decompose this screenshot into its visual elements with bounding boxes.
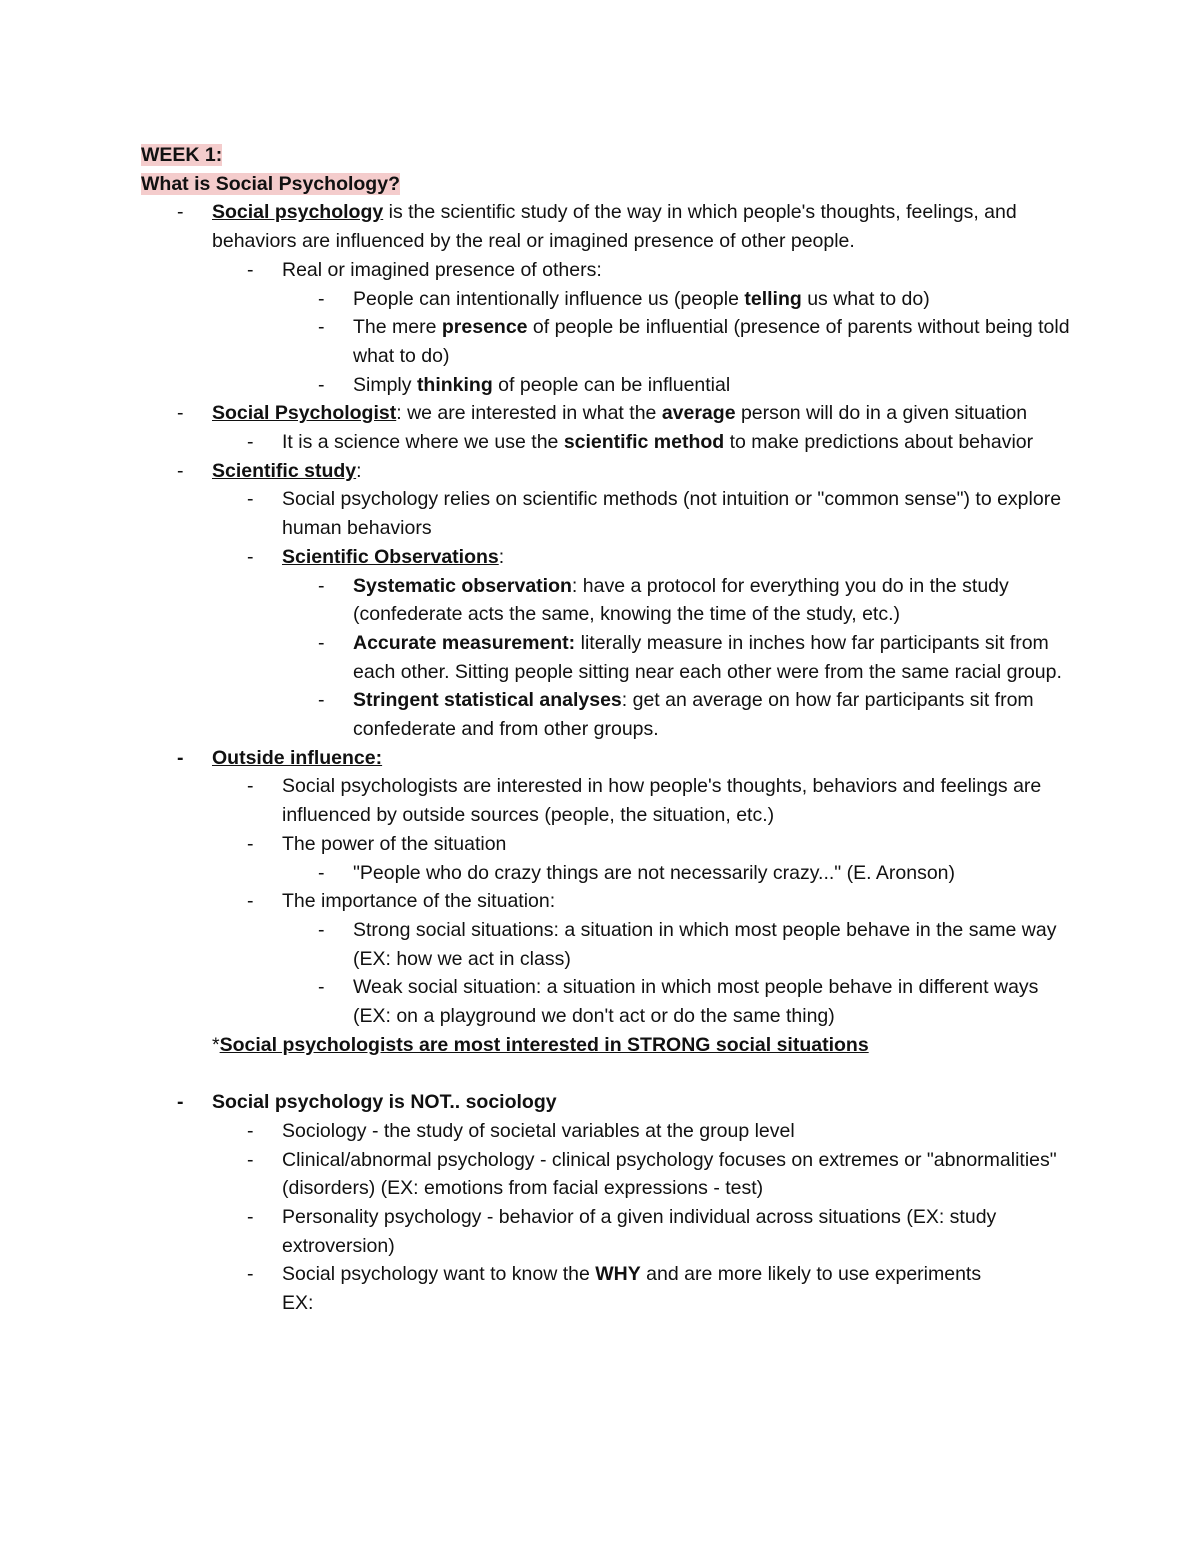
bullet-list	[141, 198, 1081, 1317]
item-text: of people be influential (presence of parents without being told what to do)	[353, 316, 1070, 367]
list-item	[247, 428, 1081, 457]
bullet-dash: -	[247, 775, 254, 798]
underlined-term: Outside influence:	[212, 746, 383, 769]
list-item	[318, 916, 1081, 973]
list-item	[318, 973, 1081, 1030]
item-text: : have a protocol for everything you do in the study (confederate acts the same, knowing the time of the study, etc.)	[353, 574, 1009, 626]
list-item	[247, 1260, 1081, 1317]
list-item	[318, 371, 1081, 400]
underlined-term: Social psychologists are most interested in STRONG social situations	[219, 1033, 869, 1056]
bullet-dash: -	[177, 746, 184, 769]
bullet-dash: -	[318, 287, 325, 310]
underlined-term: Scientific study	[212, 459, 357, 482]
underlined-term: Social Psychologist	[212, 402, 397, 425]
item-text: person will do in a given situation	[735, 402, 1028, 425]
underlined-term: Social psychology	[212, 201, 384, 224]
list-item	[318, 629, 1081, 686]
item-text: "People who do crazy things are not necessarily crazy..." (E. Aronson)	[353, 861, 956, 884]
bold-term: Systematic observation	[353, 574, 572, 597]
bullet-dash: -	[247, 1119, 254, 1142]
list-item	[247, 830, 1081, 859]
bold-term: presence	[441, 316, 528, 339]
bullet-dash: -	[177, 201, 184, 224]
bold-term: Accurate measurement:	[353, 631, 576, 654]
item-text: It is a science where we use the	[282, 431, 564, 454]
list-item	[318, 686, 1081, 743]
item-text: literally measure in inches how far participants sit from each other. Sitting people sitting near each other were from the same racial group.	[353, 631, 1062, 683]
item-text: Strong social situations: a situation in which most people behave in the same way (EX: how we act in class)	[353, 918, 1057, 970]
item-text: : get an average on how far participants sit from confederate and from other groups.	[353, 689, 1034, 741]
bullet-dash: -	[247, 1263, 254, 1286]
bullet-dash: -	[247, 1148, 254, 1171]
list-item	[177, 744, 1081, 773]
list-item	[247, 485, 1081, 542]
item-text: Sociology - the study of societal variables at the group level	[282, 1119, 795, 1142]
bullet-dash: -	[318, 976, 325, 999]
item-text: People can intentionally influence us (people	[353, 287, 745, 310]
bullet-dash: -	[247, 258, 254, 281]
item-text: : we are interested in what the	[396, 402, 662, 425]
note-line	[212, 1031, 1081, 1060]
item-text: The importance of the situation:	[282, 890, 556, 913]
list-item	[318, 572, 1081, 629]
item-text: EX:	[282, 1292, 314, 1315]
bullet-dash: -	[177, 1091, 184, 1114]
bullet-dash: -	[177, 459, 184, 482]
list-item	[247, 772, 1081, 829]
item-text: of people can be influential	[492, 373, 731, 396]
item-text: :	[498, 545, 505, 568]
list-item	[247, 1203, 1081, 1260]
item-text: The power of the situation	[282, 832, 507, 855]
week-heading	[141, 141, 1081, 170]
bullet-dash: -	[318, 861, 325, 884]
bold-term: WHY	[595, 1263, 641, 1286]
item-text: us what to do)	[801, 287, 930, 310]
item-text: is the scientific study of the way in which people's thoughts, feelings, and behaviors are influenced by the real or imagined presence of other people.	[212, 201, 1017, 253]
item-text: Real or imagined presence of others:	[282, 258, 602, 281]
item-text: Weak social situation: a situation in which most people behave in different ways (EX: on a playground we don't act or do the same thing)	[353, 976, 1039, 1028]
underlined-term: Scientific Observations	[282, 545, 499, 568]
bullet-dash: -	[177, 402, 184, 425]
section-title-text: What is Social Psychology?	[141, 172, 400, 195]
item-text: *	[212, 1033, 220, 1056]
item-text: Simply	[353, 373, 417, 396]
week-heading-text: WEEK 1:	[141, 144, 223, 166]
list-item	[318, 859, 1081, 888]
list-item	[318, 313, 1081, 370]
bullet-dash: -	[318, 689, 325, 712]
blank-line	[141, 1060, 1081, 1089]
list-item	[177, 457, 1081, 486]
bullet-dash: -	[247, 545, 254, 568]
bold-term: thinking	[416, 373, 493, 396]
item-text: Social psychology relies on scientific methods (not intuition or "common sense") to explore human behaviors	[282, 488, 1062, 540]
item-text: and are more likely to use experiments	[640, 1263, 982, 1286]
list-item	[247, 256, 1081, 285]
item-text: :	[356, 459, 362, 482]
bullet-dash: -	[247, 431, 254, 454]
bullet-dash: -	[247, 890, 254, 913]
bold-term: average	[661, 402, 736, 425]
item-text: Personality psychology - behavior of a given individual across situations (EX: study extroversion)	[282, 1206, 997, 1257]
document-body	[141, 141, 1081, 1318]
list-item	[247, 887, 1081, 916]
bullet-dash: -	[247, 1206, 254, 1228]
list-item	[318, 285, 1081, 314]
item-text: Clinical/abnormal psychology - clinical psychology focuses on extremes or "abnormalities" (disorders) (EX: emotions from facial expressions - test)	[282, 1148, 1057, 1200]
list-item	[247, 1117, 1081, 1146]
item-text: Social psychology want to know the	[282, 1263, 596, 1286]
item-text: Social psychologists are interested in how people's thoughts, behaviors and feelings are influenced by outside sources (people, the situation, etc.)	[282, 775, 1042, 827]
bold-term: Social psychology is NOT.. sociology	[212, 1091, 557, 1114]
bold-term: scientific method	[563, 431, 725, 454]
list-item	[247, 1146, 1081, 1203]
item-text: The mere	[353, 316, 442, 339]
bold-term: Stringent statistical analyses	[353, 689, 622, 712]
bullet-dash: -	[247, 488, 254, 511]
bullet-dash: -	[318, 918, 325, 941]
bullet-dash: -	[247, 832, 254, 855]
list-item	[177, 1088, 1081, 1117]
item-text: to make predictions about behavior	[724, 431, 1034, 454]
bold-term: telling	[744, 287, 802, 310]
bullet-dash: -	[318, 373, 325, 396]
list-item	[177, 399, 1081, 428]
list-item	[247, 543, 1081, 572]
bullet-dash: -	[318, 316, 325, 339]
bullet-dash: -	[318, 631, 325, 654]
list-item	[177, 198, 1081, 255]
section-title	[141, 170, 1081, 199]
bullet-dash: -	[318, 574, 325, 597]
